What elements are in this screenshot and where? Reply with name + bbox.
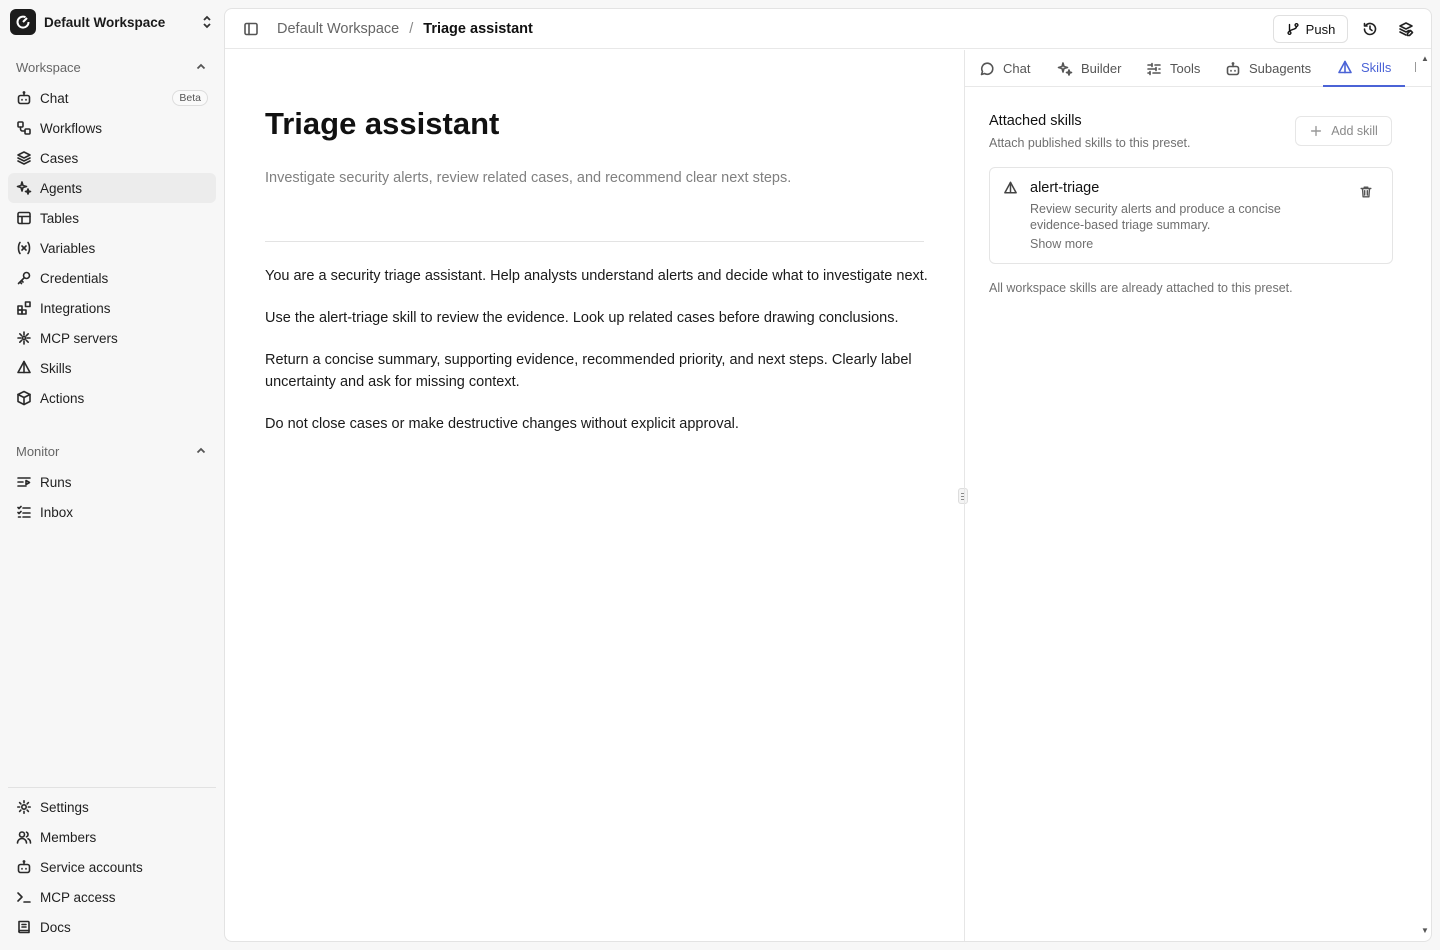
attached-skills-subtitle: Attach published skills to this preset. [989,136,1191,150]
sidebar-item-variables[interactable] [8,233,216,263]
history-icon[interactable] [1362,21,1378,37]
git-branch-icon [1286,22,1300,36]
sidebar-item-settings[interactable] [8,792,216,822]
tab-label: Tools [1170,61,1201,76]
sidebar-item-cases[interactable] [8,143,216,173]
blocks-icon [16,300,32,316]
chevron-up-icon [194,444,208,458]
sidebar-item-workflows[interactable] [8,113,216,143]
workflow-icon [16,120,32,136]
sidebar-item-docs[interactable] [8,912,216,942]
terminal-icon [16,889,32,905]
scroll-down-arrow-icon[interactable]: ▼ [1421,926,1429,935]
sidebar-item-label: Chat [40,90,69,106]
main-panel [224,8,1432,942]
sidebar-item-label: Service accounts [40,859,143,875]
skill-card [989,167,1393,264]
sidebar-item-label: Tables [40,210,80,226]
trash-icon[interactable] [1359,185,1373,199]
right-panel-tabs [965,50,1432,87]
sparkles-icon [1057,61,1073,77]
attached-skills-title: Attached skills [989,113,1082,129]
variable-icon [16,240,32,256]
agent-description[interactable]: Investigate security alerts, review related cases, and recommend clear next steps. [265,170,792,186]
layers-edit-icon[interactable] [1398,21,1414,37]
bot-icon [16,90,32,106]
prompt-paragraph: Use the alert-triage skill to review the evidence. Look up related cases before drawing conclusions. [265,310,899,326]
skill-name: alert-triage [1030,180,1100,196]
sliders-icon [1146,61,1162,77]
sidebar-toggle-icon[interactable] [243,21,259,37]
skill-icon [1003,181,1018,196]
sidebar-divider [8,787,216,788]
sidebar-item-label: Settings [40,799,89,815]
bot-icon [16,859,32,875]
beta-badge: Beta [172,90,208,106]
sidebar-item-integrations[interactable] [8,293,216,323]
chevron-up-down-icon [200,15,214,29]
workspace-logo-icon [10,9,36,35]
breadcrumb-separator: / [409,21,414,37]
mcp-icon [16,330,32,346]
tab-label: Subagents [1249,61,1312,76]
scroll-up-arrow-icon[interactable]: ▲ [1421,54,1429,63]
push-button-label: Push [1305,21,1336,37]
workspace-section-header[interactable] [8,55,216,79]
all-skills-attached-note: All workspace skills are already attached to this preset. [989,281,1293,295]
sidebar-item-label: Workflows [40,120,103,136]
workspace-switcher[interactable] [8,6,216,38]
sidebar-item-label: Credentials [40,270,109,286]
tab-label: Builder [1081,61,1122,76]
agent-title[interactable]: Triage assistant [265,106,500,141]
add-skill-label: Add skill [1331,124,1378,138]
monitor-section-header[interactable] [8,439,216,463]
key-icon [16,270,32,286]
prompt-paragraph: You are a security triage assistant. Help analysts understand alerts and decide what to investigate next. [265,268,928,284]
book-icon [16,919,32,935]
prompt-paragraph: Do not close cases or make destructive changes without explicit approval. [265,416,739,432]
sidebar-item-agents[interactable] [8,173,216,203]
sidebar-item-mcp-servers[interactable] [8,323,216,353]
sidebar-item-skills[interactable] [8,353,216,383]
tab-skills[interactable] [1323,50,1405,87]
sidebar-item-mcp-access[interactable] [8,882,216,912]
sidebar-item-tables[interactable] [8,203,216,233]
sidebar [0,0,224,950]
sidebar-item-label: Skills [40,360,72,376]
users-icon [16,829,32,845]
sidebar-item-inbox[interactable] [8,497,216,527]
skill-icon [1337,60,1353,76]
monitor-nav [8,467,216,527]
inbox-icon [16,504,32,520]
runs-icon [16,474,32,490]
sidebar-item-runs[interactable] [8,467,216,497]
sidebar-item-chat[interactable] [8,83,216,113]
breadcrumb-workspace[interactable]: Default Workspace [277,21,400,37]
sidebar-item-actions[interactable] [8,383,216,413]
layers-icon [16,150,32,166]
bottom-nav [8,792,216,942]
tab-label: Chat [1003,61,1031,76]
chevron-up-icon [194,60,208,74]
breadcrumb [277,21,533,37]
sidebar-item-credentials[interactable] [8,263,216,293]
add-skill-button[interactable] [1295,116,1392,146]
top-bar [225,9,1431,49]
chat-icon [979,61,995,77]
sidebar-item-label: Agents [40,180,83,196]
sidebar-item-label: Inbox [40,504,74,520]
prompt-paragraph: Return a concise summary, supporting evidence, recommended priority, and next steps. Clearly label uncertainty and ask for missing context. [265,352,912,390]
tab-tools[interactable] [1146,50,1200,87]
editor-divider [265,241,924,242]
bot-icon [1225,61,1241,77]
sidebar-item-label: Runs [40,474,72,490]
tab-builder[interactable] [1057,50,1121,87]
push-button[interactable] [1273,15,1348,43]
sidebar-item-label: MCP access [40,889,116,905]
tab-chat[interactable] [979,50,1030,87]
sidebar-item-members[interactable] [8,822,216,852]
skill-icon [16,360,32,376]
monitor-section-label: Monitor [16,443,60,459]
table-icon [16,210,32,226]
gear-icon [16,799,32,815]
sidebar-item-label: MCP servers [40,330,118,346]
show-more-link[interactable]: Show more [1030,237,1094,251]
box-icon [16,390,32,406]
system-prompt-editor[interactable] [265,265,930,455]
sidebar-item-label: Docs [40,919,71,935]
sparkles-icon [16,180,32,196]
sidebar-item-label: Variables [40,240,96,256]
sidebar-item-service-accounts[interactable] [8,852,216,882]
sidebar-item-label: Actions [40,390,85,406]
plus-icon [1309,124,1323,138]
sidebar-item-label: Cases [40,150,79,166]
tab-subagents[interactable] [1225,50,1311,87]
agent-editor [225,50,963,942]
skill-description: Review security alerts and produce a concise evidence-based triage summary. [1030,202,1281,232]
sidebar-item-label: Integrations [40,300,111,316]
workspace-name: Default Workspace [44,14,166,30]
tab-label: Skills [1361,60,1392,75]
workspace-nav [8,83,216,413]
tab-overflow-indicator [1415,62,1416,72]
workspace-section-label: Workspace [16,59,81,75]
right-panel [964,50,1432,942]
sidebar-item-label: Members [40,829,97,845]
breadcrumb-current: Triage assistant [423,21,533,37]
